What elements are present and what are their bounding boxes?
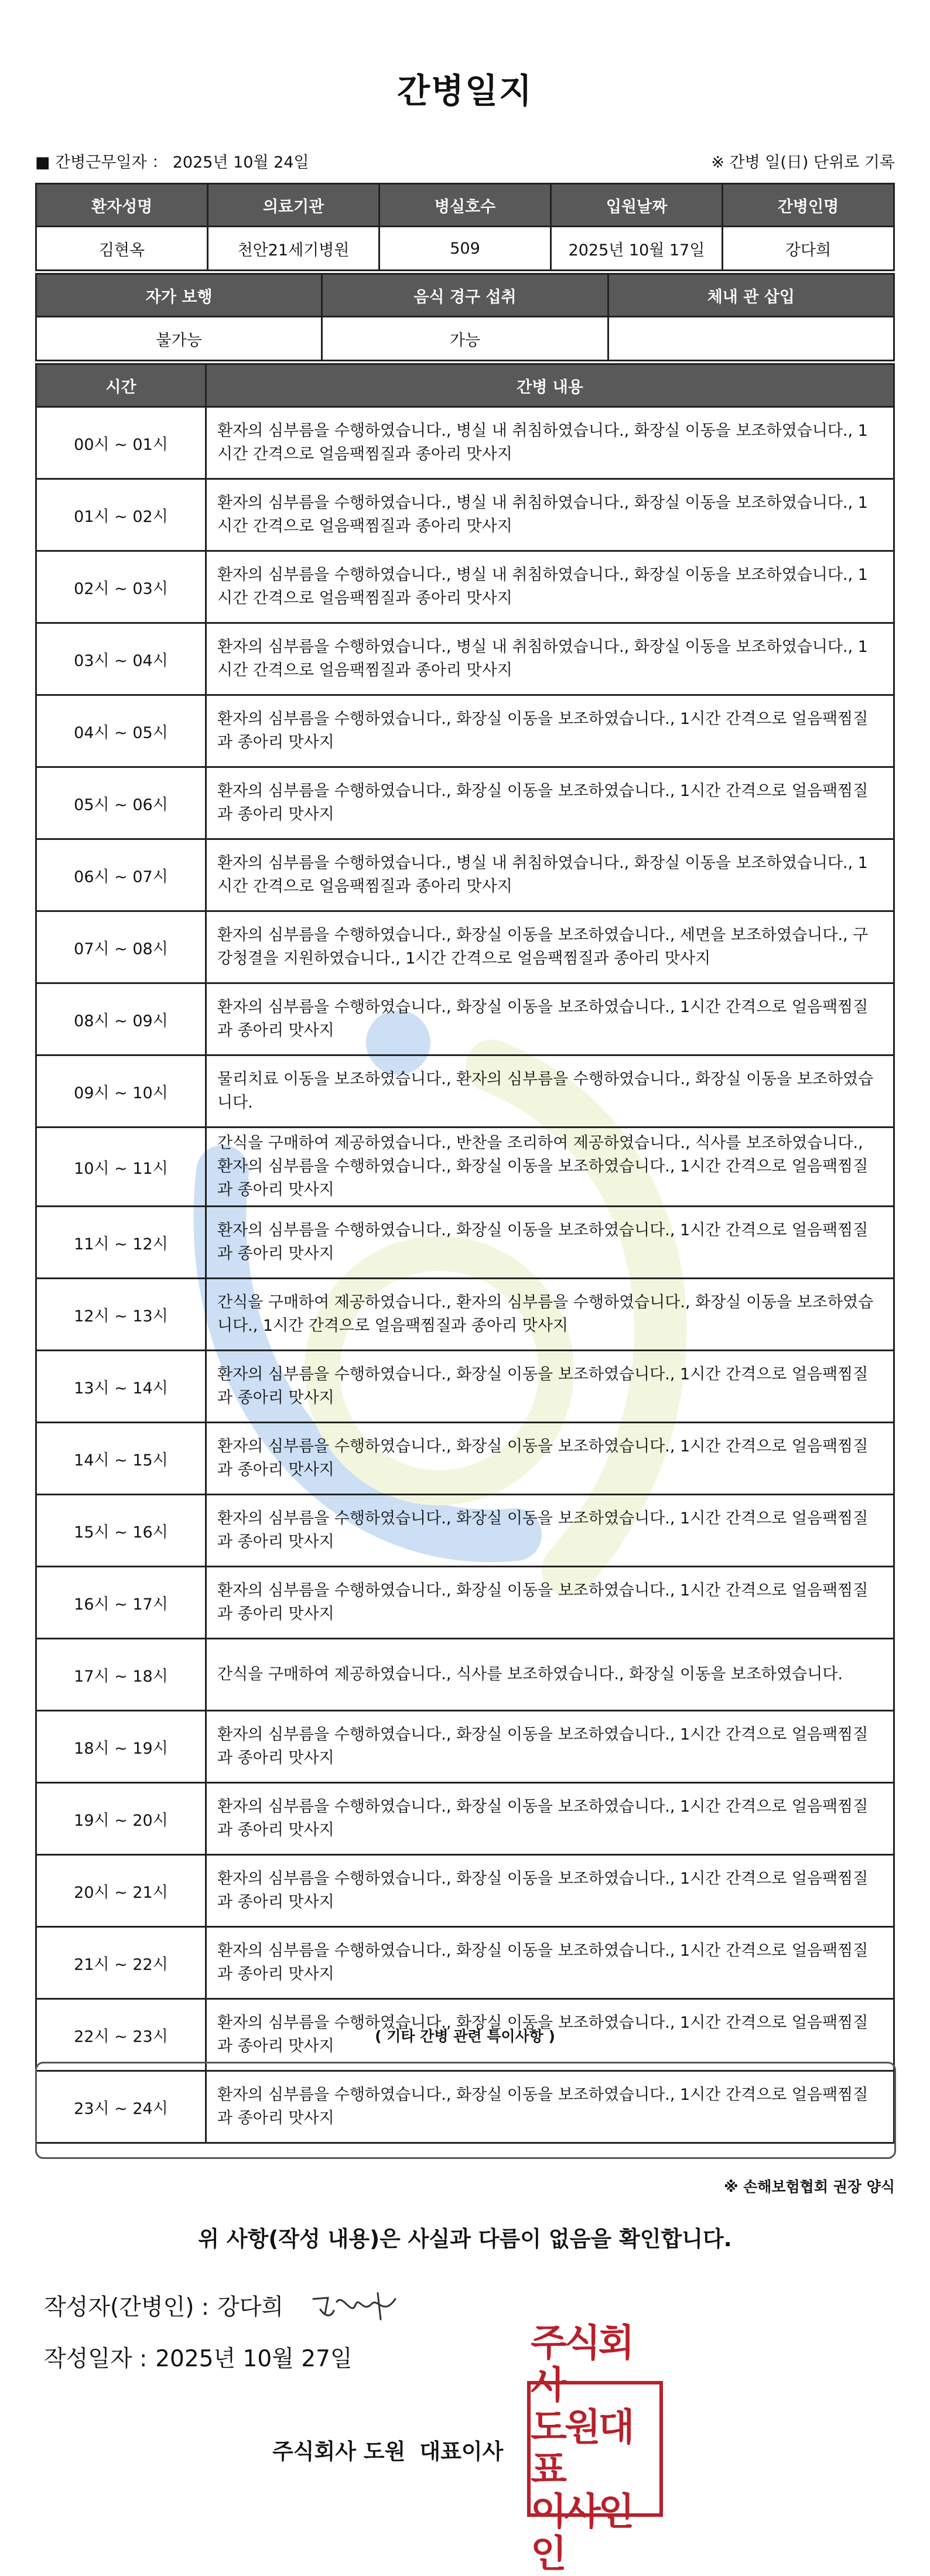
tube-insertion-value [608, 317, 894, 361]
company-line [272, 2434, 503, 2465]
table-row [36, 695, 894, 767]
table-header-row [36, 274, 894, 317]
table-row [36, 1711, 894, 1783]
header-hospital: 의료기관 [208, 184, 379, 227]
table-row [36, 1639, 894, 1711]
table-row [36, 1207, 894, 1279]
header-care-content: 간병 내용 [206, 364, 894, 407]
header-self-walking: 자가 보행 [36, 274, 322, 317]
table-row [36, 1279, 894, 1351]
company-seal-icon: 주식회사 도원대표 이사인인 [527, 2381, 663, 2517]
log-time: 12시 ~ 13시 [36, 1279, 206, 1351]
table-row [36, 317, 894, 361]
admission-date: 2025년 10월 17일 [551, 227, 723, 271]
log-time: 19시 ~ 20시 [36, 1783, 206, 1855]
written-date-value: 2025년 10월 27일 [155, 2346, 353, 2372]
written-date-line [44, 2341, 353, 2373]
log-time: 08시 ~ 09시 [36, 983, 206, 1055]
handwritten-signature-icon [307, 2281, 407, 2328]
header-oral-intake: 음식 경구 섭취 [322, 274, 608, 317]
hourly-care-log-table [35, 363, 895, 2144]
log-time: 06시 ~ 07시 [36, 839, 206, 911]
log-time: 15시 ~ 16시 [36, 1495, 206, 1567]
header-tube-insertion: 체내 관 삽입 [608, 274, 894, 317]
table-row [36, 407, 894, 479]
log-content: 환자의 심부름을 수행하였습니다., 화장실 이동을 보조하였습니다., 1시간 간격으로 얼음팩찜질과 종아리 맛사지 [206, 1351, 894, 1423]
table-header-row [36, 364, 894, 407]
caregiver-name: 강다희 [723, 227, 894, 271]
table-row [36, 983, 894, 1055]
log-content: 환자의 심부름을 수행하였습니다., 화장실 이동을 보조하였습니다., 1시간 간격으로 얼음팩찜질과 종아리 맛사지 [206, 1855, 894, 1927]
log-content: 환자의 심부름을 수행하였습니다., 화장실 이동을 보조하였습니다., 1시간 간격으로 얼음팩찜질과 종아리 맛사지 [206, 1711, 894, 1783]
log-time: 03시 ~ 04시 [36, 623, 206, 695]
page-title: 간병일지 [396, 71, 534, 111]
table-row [36, 551, 894, 623]
table-row [36, 227, 894, 271]
log-time: 18시 ~ 19시 [36, 1711, 206, 1783]
record-unit-note: ※ 간병 일(日) 단위로 기록 [711, 153, 895, 172]
log-time: 02시 ~ 03시 [36, 551, 206, 623]
log-content: 환자의 심부름을 수행하였습니다., 화장실 이동을 보조하였습니다., 1시간 간격으로 얼음팩찜질과 종아리 맛사지 [206, 2071, 894, 2143]
log-content: 환자의 심부름을 수행하였습니다., 병실 내 취침하였습니다., 화장실 이동을 보조하였습니다., 1시간 간격으로 얼음팩찜질과 종아리 맛사지 [206, 407, 894, 479]
log-content: 환자의 심부름을 수행하였습니다., 화장실 이동을 보조하였습니다., 1시간 간격으로 얼음팩찜질과 종아리 맛사지 [206, 1423, 894, 1495]
log-time: 10시 ~ 11시 [36, 1128, 206, 1207]
oral-intake-value: 가능 [322, 317, 608, 361]
table-row [36, 1055, 894, 1128]
writer-name: 강다희 [217, 2294, 284, 2321]
log-content: 환자의 심부름을 수행하였습니다., 화장실 이동을 보조하였습니다., 1시간 간격으로 얼음팩찜질과 종아리 맛사지 [206, 1567, 894, 1639]
log-content: 환자의 심부름을 수행하였습니다., 화장실 이동을 보조하였습니다., 1시간 간격으로 얼음팩찜질과 종아리 맛사지 [206, 1783, 894, 1855]
log-content: 환자의 심부름을 수행하였습니다., 병실 내 취침하였습니다., 화장실 이동을 보조하였습니다., 1시간 간격으로 얼음팩찜질과 종아리 맛사지 [206, 551, 894, 623]
table-row [36, 1567, 894, 1639]
company-representative: 대표이사 [419, 2439, 504, 2464]
table-row [36, 623, 894, 695]
care-work-date: ■ 간병근무일자 ： 2025년 10월 24일 [35, 153, 309, 172]
hospital-name: 천안21세기병원 [208, 227, 379, 271]
log-content: 간식을 구매하여 제공하였습니다., 환자의 심부름을 수행하였습니다., 화장실 이동을 보조하였습니다., 1시간 간격으로 얼음팩찜질과 종아리 맛사지 [206, 1279, 894, 1351]
log-body [36, 407, 894, 2143]
log-time: 05시 ~ 06시 [36, 767, 206, 839]
table-row [36, 479, 894, 551]
log-time: 20시 ~ 21시 [36, 1855, 206, 1927]
log-time: 00시 ~ 01시 [36, 407, 206, 479]
table-row [36, 1495, 894, 1567]
writer-line [44, 2289, 283, 2322]
written-date-label: 작성일자 : [44, 2346, 148, 2372]
table-header-row [36, 184, 894, 227]
table-row [36, 1423, 894, 1495]
log-time: 11시 ~ 12시 [36, 1207, 206, 1279]
log-time: 23시 ~ 24시 [36, 2071, 206, 2143]
other-notes-box [35, 2062, 896, 2159]
other-notes-label: ( 기타 간병 관련 특이사항 ) [375, 2028, 555, 2045]
log-time: 21시 ~ 22시 [36, 1927, 206, 1999]
log-content: 환자의 심부름을 수행하였습니다., 화장실 이동을 보조하였습니다., 1시간 간격으로 얼음팩찜질과 종아리 맛사지 [206, 767, 894, 839]
confirmation-statement: 위 사항(작성 내용)은 사실과 다름이 없음을 확인합니다. [198, 2226, 732, 2252]
header-admission-date: 입원날짜 [551, 184, 723, 227]
log-content: 환자의 심부름을 수행하였습니다., 화장실 이동을 보조하였습니다., 세면을 보조하였습니다., 구강청결을 지원하였습니다., 1시간 간격으로 얼음팩찜질과 종아리 맛사지 [206, 911, 894, 983]
patient-info-table [35, 183, 895, 271]
table-row [36, 767, 894, 839]
patient-name: 김현옥 [36, 227, 208, 271]
log-content: 간식을 구매하여 제공하였습니다., 식사를 보조하였습니다., 화장실 이동을 보조하였습니다. [206, 1639, 894, 1711]
table-row [36, 1855, 894, 1927]
log-content: 환자의 심부름을 수행하였습니다., 화장실 이동을 보조하였습니다., 1시간 간격으로 얼음팩찜질과 종아리 맛사지 [206, 1999, 894, 2071]
log-time: 17시 ~ 18시 [36, 1639, 206, 1711]
patient-status-table [35, 273, 895, 361]
table-row [36, 1128, 894, 1207]
header-patient-name: 환자성명 [36, 184, 208, 227]
log-content: 환자의 심부름을 수행하였습니다., 병실 내 취침하였습니다., 화장실 이동을 보조하였습니다., 1시간 간격으로 얼음팩찜질과 종아리 맛사지 [206, 479, 894, 551]
log-time: 14시 ~ 15시 [36, 1423, 206, 1495]
self-walking-value: 불가능 [36, 317, 322, 361]
header-time: 시간 [36, 364, 206, 407]
log-time: 16시 ~ 17시 [36, 1567, 206, 1639]
log-content: 환자의 심부름을 수행하였습니다., 병실 내 취침하였습니다., 화장실 이동을 보조하였습니다., 1시간 간격으로 얼음팩찜질과 종아리 맛사지 [206, 839, 894, 911]
log-content: 물리치료 이동을 보조하였습니다., 환자의 심부름을 수행하였습니다., 화장실 이동을 보조하였습니다. [206, 1055, 894, 1128]
table-row [36, 1351, 894, 1423]
table-row [36, 1783, 894, 1855]
log-content: 환자의 심부름을 수행하였습니다., 화장실 이동을 보조하였습니다., 1시간 간격으로 얼음팩찜질과 종아리 맛사지 [206, 1927, 894, 1999]
log-content: 환자의 심부름을 수행하였습니다., 화장실 이동을 보조하였습니다., 1시간 간격으로 얼음팩찜질과 종아리 맛사지 [206, 1495, 894, 1567]
header-caregiver-name: 간병인명 [723, 184, 894, 227]
room-number: 509 [379, 227, 551, 271]
table-row [36, 839, 894, 911]
log-time: 09시 ~ 10시 [36, 1055, 206, 1128]
log-time: 07시 ~ 08시 [36, 911, 206, 983]
log-time: 22시 ~ 23시 [36, 1999, 206, 2071]
log-time: 04시 ~ 05시 [36, 695, 206, 767]
writer-label: 작성자(간병인) : [44, 2294, 210, 2321]
log-content: 환자의 심부름을 수행하였습니다., 화장실 이동을 보조하였습니다., 1시간 간격으로 얼음팩찜질과 종아리 맛사지 [206, 983, 894, 1055]
company-name: 주식회사 도원 [272, 2439, 406, 2464]
table-row [36, 911, 894, 983]
table-row [36, 1927, 894, 1999]
log-content: 환자의 심부름을 수행하였습니다., 화장실 이동을 보조하였습니다., 1시간 간격으로 얼음팩찜질과 종아리 맛사지 [206, 1207, 894, 1279]
log-content: 환자의 심부름을 수행하였습니다., 화장실 이동을 보조하였습니다., 1시간 간격으로 얼음팩찜질과 종아리 맛사지 [206, 695, 894, 767]
form-source-note: ※ 손해보험협회 권장 양식 [724, 2178, 895, 2195]
header-room-number: 병실호수 [379, 184, 551, 227]
log-time: 01시 ~ 02시 [36, 479, 206, 551]
log-time: 13시 ~ 14시 [36, 1351, 206, 1423]
log-content: 환자의 심부름을 수행하였습니다., 병실 내 취침하였습니다., 화장실 이동을 보조하였습니다., 1시간 간격으로 얼음팩찜질과 종아리 맛사지 [206, 623, 894, 695]
log-content: 간식을 구매하여 제공하였습니다., 반찬을 조리하여 제공하였습니다., 식사를 보조하였습니다., 환자의 심부름을 수행하였습니다., 화장실 이동을 보조하였습니다., 1시간 간격으로 얼음팩찜질과 종아리 맛사지 [206, 1128, 894, 1207]
